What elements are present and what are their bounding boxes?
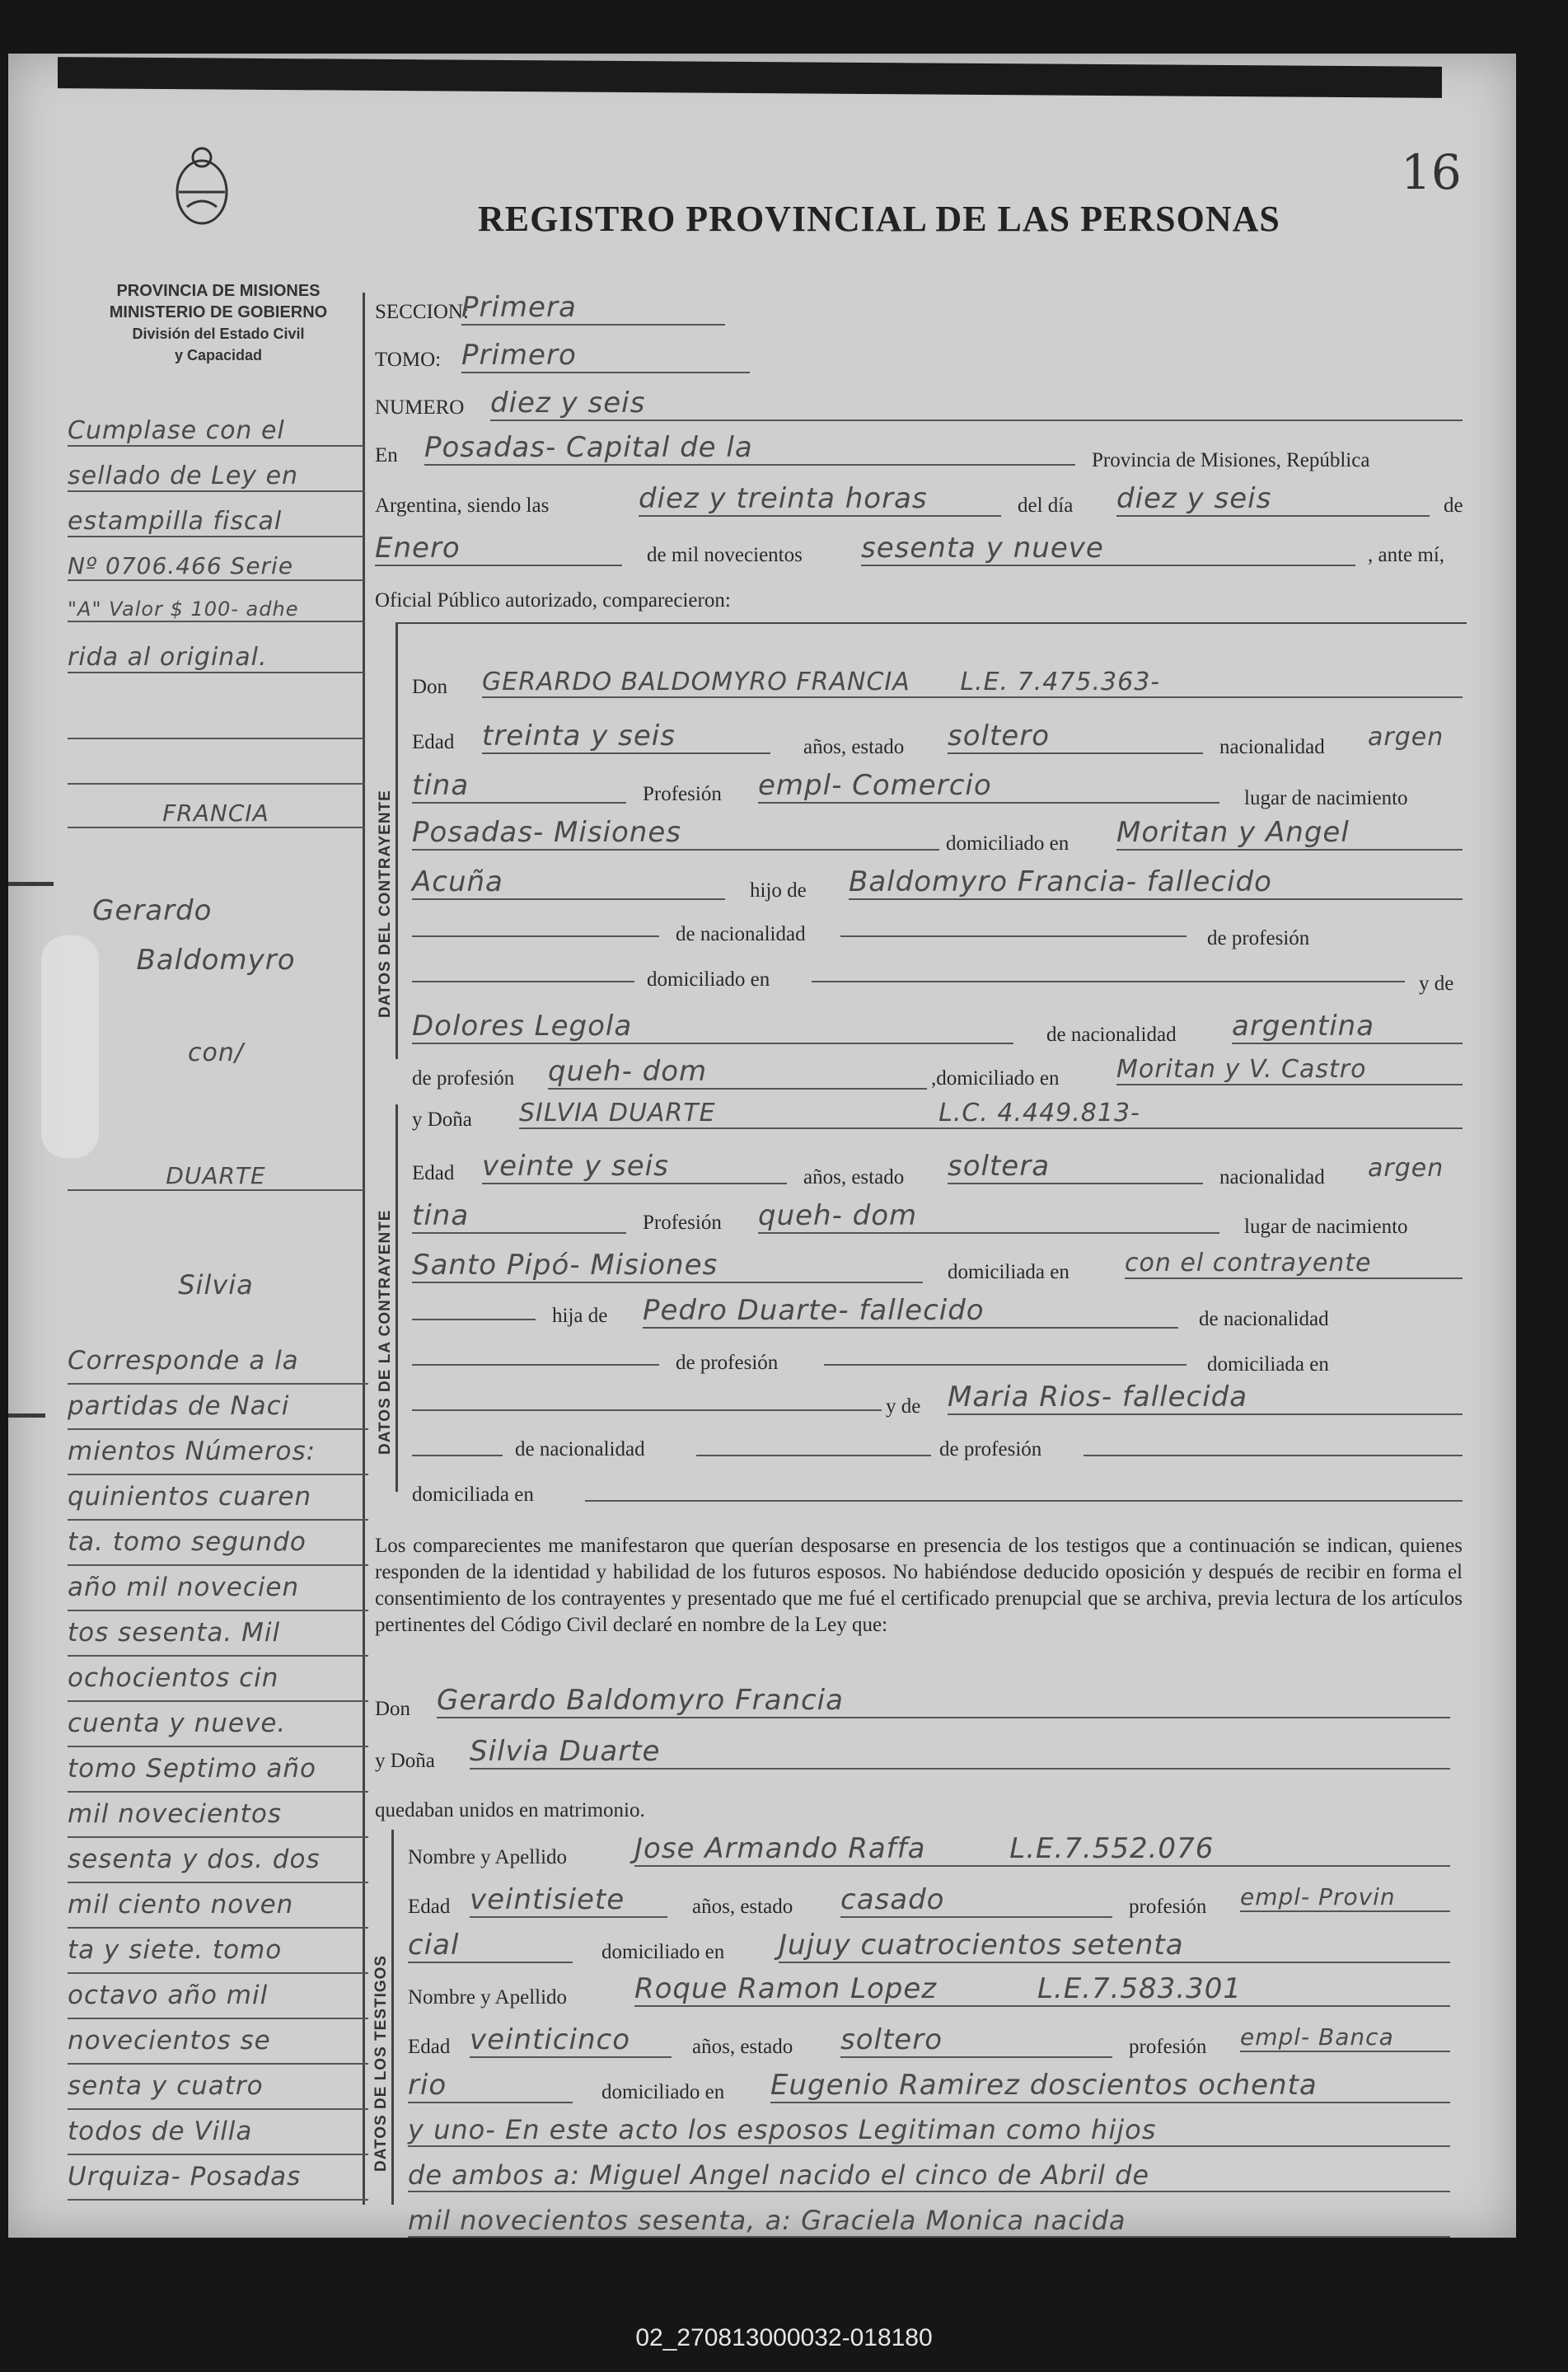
- groom-domicilio: Moritan y Angel: [1116, 816, 1463, 851]
- hija-label: hija de: [552, 1305, 608, 1327]
- don-label: Don: [375, 1698, 411, 1720]
- binding-stitch: [8, 1413, 45, 1418]
- margin-note-line: Cumplase con el: [68, 416, 364, 447]
- margin-note-line: Corresponde a la: [68, 1339, 368, 1385]
- blank-line: [412, 1409, 882, 1411]
- witness2-line: [634, 1972, 1450, 2007]
- numero-label: NUMERO: [375, 396, 465, 419]
- witness2-prof: empl- Banca: [1240, 2023, 1450, 2052]
- section-bracket: [396, 1104, 398, 1492]
- groom-lugar: Posadas- Misiones: [412, 816, 939, 851]
- groom-edad: treinta y seis: [482, 720, 770, 754]
- estado-label: años, estado: [692, 2036, 793, 2058]
- margin-note-line: quinientos cuaren: [68, 1475, 368, 1521]
- blank-line: [840, 935, 1187, 937]
- bride-name-line: [519, 1099, 1463, 1129]
- locality-value: Posadas- Capital de la: [424, 431, 1075, 466]
- margin-note-line: octavo año mil: [68, 1974, 368, 2019]
- domiciliado-label: domiciliado en: [601, 2081, 725, 2103]
- de-label: de: [1444, 495, 1463, 517]
- groom-mother-dom: Moritan y V. Castro: [1116, 1055, 1463, 1085]
- groom-father: Baldomyro Francia- fallecido: [849, 865, 1463, 900]
- margin-note-line: todos de Villa: [68, 2110, 368, 2155]
- estado-label: años, estado: [803, 736, 905, 758]
- anio-value: sesenta y nueve: [861, 532, 1355, 566]
- seccion-label: SECCION:: [375, 301, 469, 323]
- binding-strip: [58, 57, 1442, 98]
- blank-line: [412, 935, 659, 937]
- domiciliado-label: domiciliado en: [946, 832, 1070, 855]
- groom-nac-cont: tina: [412, 769, 626, 804]
- oficial-text: Oficial Público autorizado, comparecieron:: [375, 589, 731, 612]
- madre-dom-label: domiciliada en: [412, 1484, 534, 1506]
- section-label-contrayente: DATOS DEL CONTRAYENTE: [377, 790, 394, 1018]
- profesion-label: profesión: [1129, 1896, 1207, 1918]
- image-footer-id: 02_270813000032-018180: [635, 2324, 933, 2351]
- dom2-label: domiciliada en: [1207, 1353, 1329, 1376]
- groom-mother-nac: argentina: [1232, 1010, 1463, 1044]
- groom-estado: soltero: [948, 720, 1203, 754]
- groom-name-line: [482, 668, 1463, 698]
- domiciliada-label: domiciliada en: [948, 1261, 1070, 1283]
- margin-given-1a: Gerardo: [92, 894, 213, 927]
- margin-note-line: Nº 0706.466 Serie: [68, 552, 364, 581]
- del-dia-label: del día: [1018, 495, 1074, 517]
- profesion-label: Profesión: [643, 1212, 722, 1234]
- ministry-header: [82, 280, 354, 366]
- groom-name: GERARDO BALDOMYRO FRANCIA: [482, 668, 910, 696]
- margin-rule: [68, 738, 364, 739]
- madre-prof-label: de profesión: [412, 1067, 515, 1090]
- blank-line: [824, 1364, 1187, 1366]
- numero-value: diez y seis: [490, 387, 1463, 421]
- legitimation-line: de ambos a: Miguel Angel nacido el cinco de Abril de: [408, 2159, 1450, 2192]
- bride-estado: soltera: [948, 1150, 1203, 1184]
- section-rule: [396, 622, 1467, 624]
- page-number: 16: [1401, 144, 1462, 200]
- profesion-label: Profesión: [643, 783, 722, 805]
- margin-note-line: mil novecientos: [68, 1793, 368, 1838]
- bride-father: Pedro Duarte- fallecido: [643, 1294, 1178, 1329]
- margin-note-line: tos sesenta. Mil: [68, 1611, 368, 1657]
- margin-note-line: partidas de Naci: [68, 1385, 368, 1430]
- margin-note-line: novecientos se: [68, 2019, 368, 2065]
- margin-note-line: ta. tomo segundo: [68, 1521, 368, 1566]
- groom-nac: argen: [1368, 723, 1444, 752]
- estado-label: años, estado: [803, 1166, 905, 1188]
- blank-line: [412, 1319, 536, 1320]
- page-title: REGISTRO PROVINCIAL DE LAS PERSONAS: [478, 199, 1280, 239]
- mil-label: de mil novecientos: [647, 544, 803, 566]
- section-label-testigos: DATOS DE LOS TESTIGOS: [372, 1954, 390, 2172]
- unidos-text: quedaban unidos en matrimonio.: [375, 1799, 645, 1821]
- bride-profesion: queh- dom: [758, 1199, 1219, 1234]
- groom-mother: Dolores Legola: [412, 1010, 1013, 1044]
- dona-label: y Doña: [375, 1750, 435, 1772]
- margin-given-2: Silvia: [178, 1269, 254, 1301]
- margin-given-1b: Baldomyro: [136, 944, 296, 977]
- margin-note-line: senta y cuatro: [68, 2065, 368, 2110]
- witness2-edad: veinticinco: [470, 2023, 672, 2058]
- groom-mother-prof: queh- dom: [548, 1055, 927, 1090]
- blank-line: [412, 981, 634, 982]
- witness1-prof-cont: cial: [408, 1929, 573, 1963]
- witness2-dom: Eugenio Ramirez doscientos ochenta: [770, 2069, 1450, 2103]
- section-bracket: [391, 1830, 394, 2205]
- ministry-line: PROVINCIA DE MISIONES: [116, 282, 321, 300]
- edad-label: Edad: [408, 1896, 451, 1918]
- madre-nac-label: de nacionalidad: [515, 1438, 645, 1460]
- witness1-edad: veintisiete: [470, 1883, 667, 1918]
- blank-line: [1084, 1455, 1463, 1456]
- tomo-label: TOMO:: [375, 349, 442, 371]
- madre-prof-label: de profesión: [939, 1438, 1042, 1460]
- ministry-line: MINISTERIO DE GOBIERNO: [109, 303, 328, 321]
- y-de-label: y de: [1419, 973, 1454, 995]
- bride-lugar: Santo Pipó- Misiones: [412, 1249, 923, 1283]
- domiciliado-label: domiciliado en: [601, 1941, 725, 1963]
- en-label: En: [375, 444, 398, 466]
- witness2-doc: L.E.7.583.301: [1037, 1972, 1243, 2005]
- margin-surname-1: FRANCIA: [68, 799, 364, 828]
- margin-note-line: ochocientos cin: [68, 1657, 368, 1702]
- y-de-label: y de: [886, 1395, 921, 1418]
- margin-long-note: [68, 1339, 368, 2201]
- witness1-doc: L.E.7.552.076: [1009, 1832, 1215, 1865]
- margin-rule: [68, 783, 364, 785]
- decl-bride-name: Silvia Duarte: [470, 1735, 1450, 1770]
- margin-con: con/: [188, 1038, 244, 1067]
- groom-doc: L.E. 7.475.363-: [960, 668, 1161, 696]
- lugar-label: lugar de nacimiento: [1244, 1216, 1408, 1238]
- margin-note-line: Urquiza- Posadas: [68, 2155, 368, 2201]
- dona-label: y Doña: [412, 1109, 472, 1131]
- groom-profesion: empl- Comercio: [758, 769, 1219, 804]
- witness2-prof-cont: rio: [408, 2069, 573, 2103]
- t2-label: Nombre y Apellido: [408, 1986, 568, 2009]
- margin-note-line: tomo Septimo año: [68, 1747, 368, 1793]
- section-label-contrayente-f: DATOS DE LA CONTRAYENTE: [377, 1209, 394, 1455]
- madre-dom-label: ,domiciliado en: [931, 1067, 1060, 1090]
- bride-mother: Maria Rios- fallecida: [948, 1381, 1463, 1415]
- declaration-paragraph: Los comparecientes me manifestaron que querían desposarse en presencia de los testigos que a continuación se indican, quienes responden de la identidad y habilidad de los futuros esposos. No habiéndose deducido oposición y después de recibir en forma el consentimiento de los contrayentes y presentado que me fué el certificado prenupcial que se archiva, previa lectura de los artículos pertinentes del Código Civil declaré en nombre de la Ley que:: [375, 1535, 1463, 1636]
- witness1-dom: Jujuy cuatrocientos setenta: [779, 1929, 1450, 1963]
- witness1-line: [634, 1832, 1450, 1867]
- ministry-line: y Capacidad: [174, 347, 263, 363]
- de-nac-label: de nacionalidad: [676, 923, 806, 945]
- dia-value: diez y seis: [1116, 482, 1430, 517]
- bride-name: SILVIA DUARTE: [519, 1099, 716, 1127]
- register-page: [8, 54, 1516, 2238]
- edad-label: Edad: [408, 2036, 451, 2058]
- margin-note-line: estampilla fiscal: [68, 507, 364, 537]
- ante-label: , ante mí,: [1368, 544, 1445, 566]
- t1-label: Nombre y Apellido: [408, 1846, 568, 1868]
- dom2-label: domiciliado en: [647, 968, 770, 991]
- witness2-name: Roque Ramon Lopez: [634, 1972, 938, 2005]
- margin-note-line: "A" Valor $ 100- adhe: [68, 598, 364, 622]
- witness1-prof: empl- Provin: [1240, 1883, 1450, 1912]
- profesion-label: profesión: [1129, 2036, 1207, 2058]
- hijo-label: hijo de: [750, 879, 807, 902]
- argentina-text: Argentina, siendo las: [375, 495, 550, 517]
- decl-groom-name: Gerardo Baldomyro Francia: [437, 1684, 1450, 1718]
- bride-nac: argen: [1368, 1154, 1444, 1183]
- ministry-line: División del Estado Civil: [132, 326, 305, 342]
- edad-label: Edad: [412, 1162, 455, 1184]
- de-prof-label: de profesión: [1207, 927, 1310, 949]
- blank-line: [412, 1364, 659, 1366]
- margin-note-line: año mil novecien: [68, 1566, 368, 1611]
- bride-edad: veinte y seis: [482, 1150, 787, 1184]
- bride-nac-cont: tina: [412, 1199, 626, 1234]
- de-prof-label: de profesión: [676, 1352, 779, 1374]
- margin-note-line: ta y siete. tomo: [68, 1929, 368, 1974]
- margin-note-line: rida al original.: [68, 643, 364, 673]
- section-bracket: [396, 622, 398, 1059]
- lugar-label: lugar de nacimiento: [1244, 787, 1408, 809]
- bride-domicilio: con el contrayente: [1125, 1249, 1463, 1279]
- don-label: Don: [412, 676, 448, 698]
- groom-domicilio-cont: Acuña: [412, 865, 725, 900]
- binding-stitch: [8, 882, 54, 886]
- horas-value: diez y treinta horas: [639, 482, 1001, 517]
- tomo-value: Primero: [461, 339, 750, 373]
- nacionalidad-label: nacionalidad: [1219, 1166, 1325, 1188]
- margin-surname-2: DUARTE: [68, 1162, 364, 1191]
- margin-note-line: mientos Números:: [68, 1430, 368, 1475]
- estado-label: años, estado: [692, 1896, 793, 1918]
- margin-note-line: mil ciento noven: [68, 1883, 368, 1929]
- margin-note-line: sellado de Ley en: [68, 462, 364, 492]
- mes-value: Enero: [375, 532, 622, 566]
- coat-of-arms-icon: [169, 144, 235, 231]
- de-nac-label: de nacionalidad: [1199, 1308, 1329, 1330]
- madre-nac-label: de nacionalidad: [1046, 1024, 1177, 1046]
- margin-note-line: sesenta y dos. dos: [68, 1838, 368, 1883]
- witness1-name: Jose Armando Raffa: [634, 1832, 926, 1865]
- blank-line: [696, 1455, 931, 1456]
- edad-label: Edad: [412, 731, 455, 753]
- legitimation-line: y uno- En este acto los esposos Legitiman como hijos: [408, 2114, 1450, 2147]
- nacionalidad-label: nacionalidad: [1219, 736, 1325, 758]
- bride-doc: L.C. 4.449.813-: [938, 1099, 1140, 1127]
- blank-line: [585, 1500, 1463, 1502]
- seccion-value: Primera: [461, 291, 725, 326]
- margin-note-line: cuenta y nueve.: [68, 1702, 368, 1747]
- witness1-estado: casado: [840, 1883, 1112, 1918]
- blank-line: [412, 1455, 503, 1456]
- witness2-estado: soltero: [840, 2023, 1112, 2058]
- legitimation-line: mil novecientos sesenta, a: Graciela Monica nacida: [408, 2205, 1450, 2238]
- provincia-text: Provincia de Misiones, República: [1092, 449, 1370, 471]
- blank-line: [812, 981, 1405, 982]
